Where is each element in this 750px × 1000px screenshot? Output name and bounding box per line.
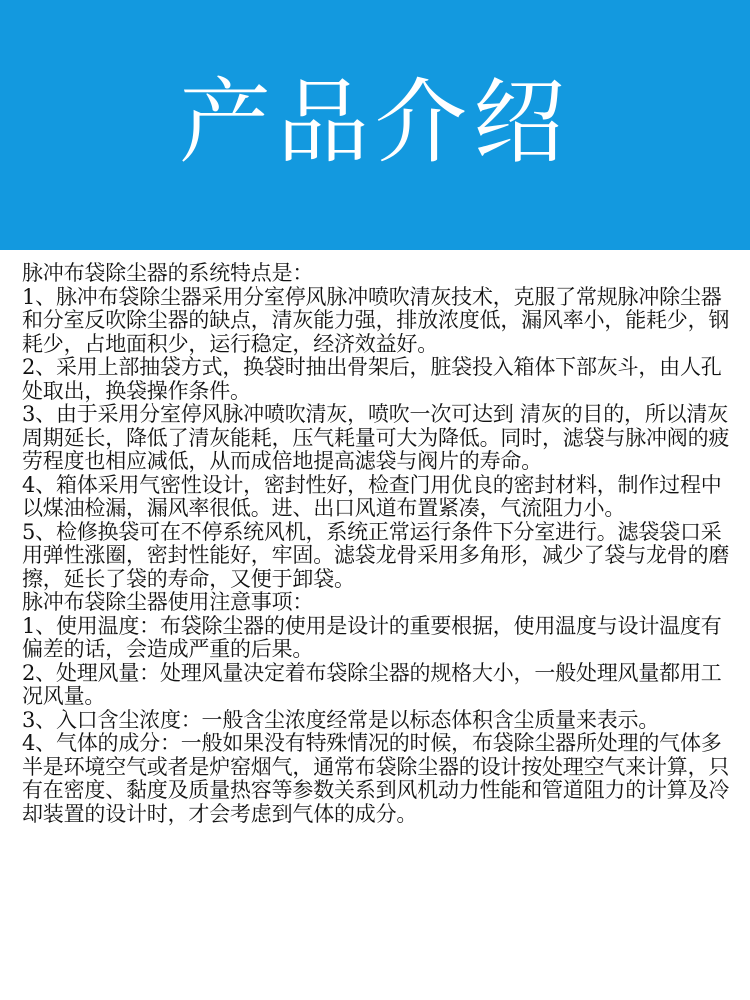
product-description (22, 262, 737, 826)
feature-item-5: 5、检修换袋可在不停系统风机，系统正常运行条件下分室进行。滤袋袋口采用弹性涨圈，密封性能好，牢固。滤袋龙骨采用多角形，减少了袋与龙骨的磨擦，延长了袋的寿命，又便于卸袋。 (22, 519, 730, 591)
feature-item-3: 3、由于采用分室停风脉冲喷吹清灰，喷吹一次可达到 清灰的目的，所以清灰周期延长，降低了清灰能耗，压气耗量可大为降低。同时，滤袋与脉冲阀的疲劳程度也相应减低，从而成倍地提高滤袋与阀片的寿命。 (22, 402, 730, 473)
note-item-2: 2、处理风量：处理风量决定着布袋除尘器的规格大小，一般处理风量都用工况风量。 (22, 660, 722, 708)
notes-heading: 脉冲布袋除尘器使用注意事项： (22, 590, 314, 614)
feature-item-1: 1、脉冲布袋除尘器采用分室停风脉冲喷吹清灰技术，克服了常规脉冲除尘器和分室反吹除尘器的缺点，清灰能力强，排放浓度低，漏风率小，能耗少，钢耗少，占地面积少，运行稳定，经济效益好。 (22, 284, 730, 356)
title-banner (0, 0, 750, 250)
page-title: 产品介绍 (178, 69, 571, 176)
features-heading: 脉冲布袋除尘器的系统特点是： (22, 261, 314, 285)
feature-item-2: 2、采用上部抽袋方式，换袋时抽出骨架后，脏袋投入箱体下部灰斗，由人孔处取出，换袋操作条件。 (22, 355, 722, 403)
note-item-1: 1、使用温度：布袋除尘器的使用是设计的重要根据，使用温度与设计温度有偏差的话，会造成严重的后果。 (22, 613, 722, 661)
feature-item-4: 4、箱体采用气密性设计，密封性好，检查门用优良的密封材料，制作过程中以煤油检漏，漏风率很低。进、出口风道布置紧凑，气流阻力小。 (22, 472, 722, 520)
note-item-3: 3、入口含尘浓度：一般含尘浓度经常是以标态体积含尘质量来表示。 (22, 707, 660, 732)
note-item-4: 4、气体的成分：一般如果没有特殊情况的时候，布袋除尘器所处理的气体多半是环境空气或者是炉窑烟气，通常布袋除尘器的设计按处理空气来计算，只有在密度、黏度及质量热容等参数关系到风机动力性能和管道阻力的计算及冷却装置的设计时，才会考虑到气体的成分。 (22, 731, 730, 826)
